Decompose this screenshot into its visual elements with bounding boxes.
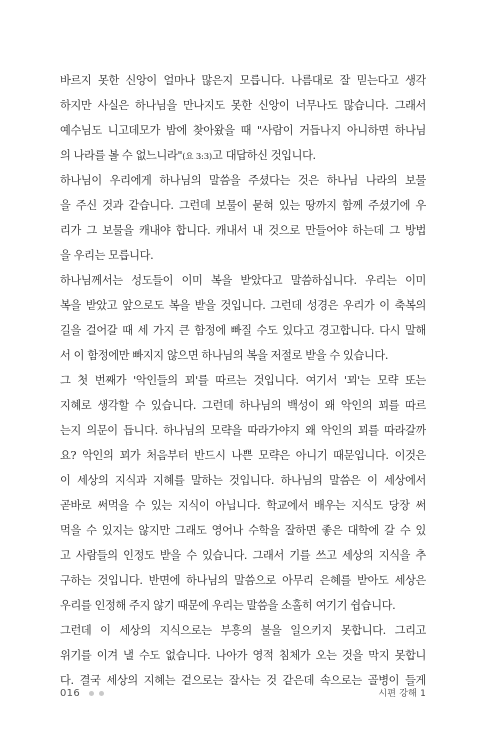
text-line: 하지만 사실은 하나님을 만나지도 못한 신앙이 너무나도 많습니다. 그래서 (60, 99, 426, 112)
text-line: 예수님도 니고데모가 밤에 찾아왔을 때 "사람이 거듭나지 아니하면 하나님 (60, 124, 426, 137)
text-line: 위기를 이겨 낼 수도 없습니다. 나아가 영적 침체가 오는 것을 막지 못합니 (60, 649, 426, 662)
text-line: 요? 악인의 꾀가 처음부터 반드시 나쁜 모략은 아니기 때문입니다. 이것은 (60, 449, 426, 462)
scripture-reference: (요 3:3) (182, 152, 213, 162)
text-line: 길을 걸어갈 때 세 가지 큰 함정에 빠질 수도 있다고 경고합니다. 다시 말해 (60, 324, 426, 337)
text-line: 그런데 이 세상의 지식으로는 부흥의 불을 일으키지 못합니다. 그리고 (60, 624, 426, 637)
text-line: 이 세상의 지식과 지혜를 말하는 것입니다. 하나님의 말씀은 이 세상에서 (60, 474, 426, 487)
body-text (60, 68, 426, 693)
text-line: 복을 받았고 앞으로도 복을 받을 것입니다. 그런데 성경은 우리가 이 축복의 (60, 299, 426, 312)
footer-dots-ornament (89, 691, 109, 697)
quote-tail: 고 대답하신 것입니다. (212, 149, 316, 162)
page-number: 016 (60, 688, 80, 699)
quote-text: 의 나라를 볼 수 없느니라" (60, 149, 183, 162)
text-line: 는지 의문이 듭니다. 하나님의 모략을 따라가야지 왜 악인의 꾀를 따라갈까 (60, 424, 426, 437)
text-line: 리가 그 보물을 캐내야 합니다. 캐내서 내 것으로 만들어야 하는데 그 방법 (60, 224, 426, 237)
dot-icon (89, 691, 94, 696)
text-line: 우리를 인정해 주지 않기 때문에 우리는 말씀을 소홀히 여기기 쉽습니다. (60, 599, 396, 612)
text-line: 고 사람들의 인정도 받을 수 있습니다. 그래서 기를 쓰고 세상의 지식을 추 (60, 549, 426, 562)
text-line: 하나님이 우리에게 하나님의 말씀을 주셨다는 것은 하나님 나라의 보물 (60, 174, 426, 187)
dot-icon (99, 691, 104, 696)
text-line: 먹을 수 있지는 않지만 그래도 영어나 수학을 잘하면 좋은 대학에 갈 수 있 (60, 524, 426, 537)
text-line: 바르지 못한 신앙이 얼마나 많은지 모릅니다. 나름대로 잘 믿는다고 생각 (60, 74, 426, 87)
text-line: 구하는 것입니다. 반면에 하나님의 말씀으로 아무리 은혜를 받아도 세상은 (60, 574, 426, 587)
text-line: 지혜로 생각할 수 있습니다. 그런데 하나님의 백성이 왜 악인의 꾀를 따르 (60, 399, 426, 412)
text-line: 그 첫 번째가 '악인들의 꾀'를 따르는 것입니다. 여기서 '꾀'는 모략 또는 (60, 374, 426, 387)
text-line: 을 우리는 모릅니다. (60, 249, 154, 262)
text-line: 곧바로 써먹을 수 있는 지식이 아닙니다. 학교에서 배우는 지식도 당장 써 (60, 499, 426, 512)
text-line: 다. 결국 세상의 지혜는 겉으로는 잘사는 것 같은데 속으로는 골병이 들게 (60, 674, 426, 687)
text-line: 서 이 함정에만 빠지지 않으면 하나님의 복을 저절로 받을 수 있습니다. (60, 349, 389, 362)
text-line: 을 주신 것과 같습니다. 그런데 보물이 묻혀 있는 땅까지 함께 주셨기에 우 (60, 199, 426, 212)
text-line (60, 143, 426, 168)
running-title: 시편 강해 1 (378, 689, 426, 699)
page-footer (60, 685, 426, 703)
text-line: 하나님께서는 성도들이 이미 복을 받았다고 말씀하십니다. 우리는 이미 (60, 274, 426, 287)
